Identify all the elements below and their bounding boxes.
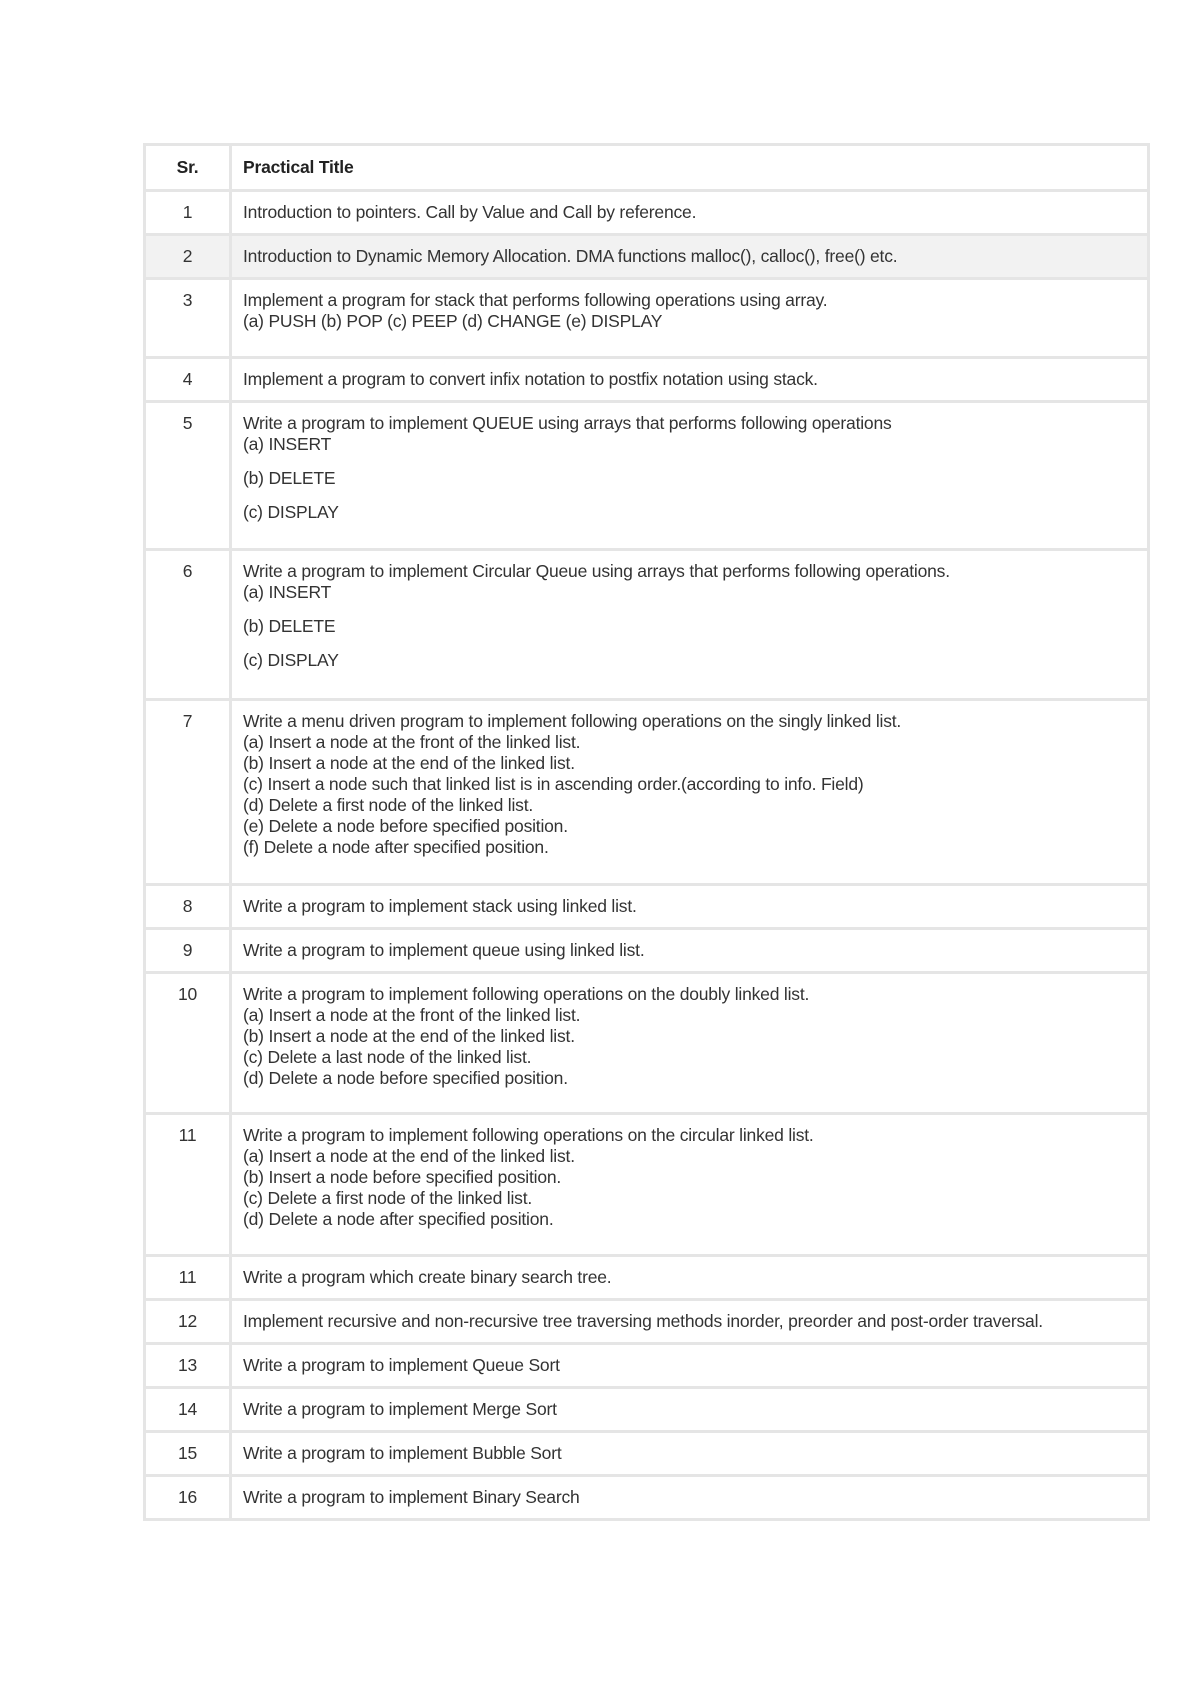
- row-sr: 2: [145, 235, 231, 279]
- table-row: [145, 700, 1149, 885]
- title-line: (c) DISPLAY: [243, 502, 339, 522]
- table-row: [145, 929, 1149, 973]
- row-sr: 14: [145, 1388, 231, 1432]
- document-page: [143, 143, 1147, 1521]
- row-sr: 10: [145, 973, 231, 1114]
- row-title: [231, 279, 1149, 358]
- table-row: [145, 1344, 1149, 1388]
- title-line: Write a program to implement Merge Sort: [243, 1399, 557, 1419]
- table-row: [145, 279, 1149, 358]
- title-line: (a) INSERT: [243, 434, 332, 454]
- title-line: (b) DELETE: [243, 468, 336, 488]
- table-row: [145, 1432, 1149, 1476]
- title-line: Write a program to implement following operations on the doubly linked list.: [243, 984, 810, 1004]
- row-sr: 9: [145, 929, 231, 973]
- title-line: Write a program to implement Bubble Sort: [243, 1443, 562, 1463]
- title-line: (d) Delete a node after specified position.: [243, 1209, 554, 1229]
- row-title: [231, 973, 1149, 1114]
- title-line: (d) Delete a node before specified position.: [243, 1068, 568, 1088]
- title-line: (a) Insert a node at the front of the linked list.: [243, 1005, 581, 1025]
- row-title: [231, 1388, 1149, 1432]
- table-row: [145, 402, 1149, 550]
- row-title: [231, 358, 1149, 402]
- row-title: [231, 1300, 1149, 1344]
- title-line: Write a program to implement Circular Queue using arrays that performs following operations.: [243, 561, 950, 581]
- title-line: (a) PUSH (b) POP (c) PEEP (d) CHANGE (e) DISPLAY: [243, 311, 663, 331]
- title-line: (c) Insert a node such that linked list is in ascending order.(according to info. Field): [243, 774, 864, 794]
- row-title: [231, 929, 1149, 973]
- table-row: [145, 235, 1149, 279]
- title-line: Write a program to implement stack using linked list.: [243, 896, 637, 916]
- table-row: [145, 191, 1149, 235]
- table-row: [145, 1388, 1149, 1432]
- table-body: [145, 191, 1149, 1520]
- row-sr: 5: [145, 402, 231, 550]
- title-line: (d) Delete a first node of the linked list.: [243, 795, 534, 815]
- table-header: [145, 145, 1149, 191]
- row-title: [231, 700, 1149, 885]
- table-row: [145, 358, 1149, 402]
- table-row: [145, 1300, 1149, 1344]
- title-line: Implement recursive and non-recursive tree traversing methods inorder, preorder and post-order traversal.: [243, 1311, 1043, 1331]
- table-row: [145, 550, 1149, 700]
- title-line: (a) Insert a node at the end of the linked list.: [243, 1146, 575, 1166]
- table-row: [145, 1476, 1149, 1520]
- title-line: (b) DELETE: [243, 616, 336, 636]
- title-line: (c) Delete a last node of the linked list.: [243, 1047, 532, 1067]
- header-practical-title: Practical Title: [231, 145, 1149, 191]
- row-title: [231, 550, 1149, 700]
- row-title: [231, 402, 1149, 550]
- title-line: Introduction to Dynamic Memory Allocation. DMA functions malloc(), calloc(), free() etc.: [243, 246, 898, 266]
- table-row: [145, 1114, 1149, 1256]
- title-line: (e) Delete a node before specified position.: [243, 816, 568, 836]
- row-sr: 11: [145, 1114, 231, 1256]
- header-sr: Sr.: [145, 145, 231, 191]
- title-line: (f) Delete a node after specified position.: [243, 837, 549, 857]
- title-line: Write a program to implement QUEUE using arrays that performs following operations: [243, 413, 892, 433]
- title-line: Write a program to implement following operations on the circular linked list.: [243, 1125, 814, 1145]
- row-title: [231, 235, 1149, 279]
- row-title: [231, 1344, 1149, 1388]
- row-sr: 8: [145, 885, 231, 929]
- title-line: Write a program to implement Binary Search: [243, 1487, 580, 1507]
- row-sr: 7: [145, 700, 231, 885]
- title-line: (b) Insert a node at the end of the linked list.: [243, 1026, 575, 1046]
- header-row: [145, 145, 1149, 191]
- row-sr: 3: [145, 279, 231, 358]
- practicals-table: [143, 143, 1150, 1521]
- title-line: (a) INSERT: [243, 582, 332, 602]
- title-line: Write a program which create binary search tree.: [243, 1267, 612, 1287]
- table-row: [145, 885, 1149, 929]
- row-sr: 15: [145, 1432, 231, 1476]
- title-line: (c) DISPLAY: [243, 650, 339, 670]
- title-line: (b) Insert a node before specified position.: [243, 1167, 562, 1187]
- title-line: Implement a program to convert infix notation to postfix notation using stack.: [243, 369, 818, 389]
- row-title: [231, 1476, 1149, 1520]
- title-line: Write a program to implement queue using linked list.: [243, 940, 645, 960]
- row-title: [231, 1432, 1149, 1476]
- row-sr: 1: [145, 191, 231, 235]
- title-line: Write a program to implement Queue Sort: [243, 1355, 560, 1375]
- row-sr: 4: [145, 358, 231, 402]
- row-title: [231, 1256, 1149, 1300]
- row-sr: 13: [145, 1344, 231, 1388]
- row-sr: 6: [145, 550, 231, 700]
- title-line: Write a menu driven program to implement following operations on the singly linked list.: [243, 711, 902, 731]
- row-title: [231, 191, 1149, 235]
- title-line: (b) Insert a node at the end of the linked list.: [243, 753, 575, 773]
- title-line: Implement a program for stack that performs following operations using array.: [243, 290, 828, 310]
- table-row: [145, 973, 1149, 1114]
- table-row: [145, 1256, 1149, 1300]
- row-sr: 16: [145, 1476, 231, 1520]
- row-sr: 12: [145, 1300, 231, 1344]
- row-sr: 11: [145, 1256, 231, 1300]
- title-line: (c) Delete a first node of the linked list.: [243, 1188, 533, 1208]
- row-title: [231, 1114, 1149, 1256]
- title-line: (a) Insert a node at the front of the linked list.: [243, 732, 581, 752]
- title-line: Introduction to pointers. Call by Value and Call by reference.: [243, 202, 697, 222]
- row-title: [231, 885, 1149, 929]
